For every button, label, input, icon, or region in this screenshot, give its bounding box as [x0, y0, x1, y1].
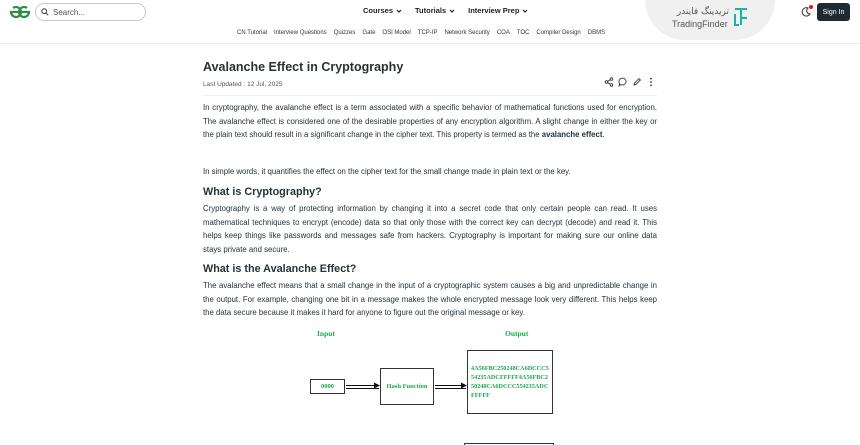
topic-link[interactable]: Interview Questions — [274, 30, 327, 36]
diagram-output-label: Output — [505, 329, 529, 338]
page-title: Avalanche Effect in Cryptography — [203, 60, 404, 74]
article-actions — [604, 77, 656, 87]
main-nav — [363, 6, 528, 15]
top-header — [0, 0, 860, 29]
chevron-down-icon — [522, 8, 528, 14]
topic-nav — [0, 24, 860, 44]
summary-paragraph: In simple words, it quantifies the effect on the cipher text for the small change made in plain text or the key. — [203, 167, 571, 176]
nav-interview-prep-label: Interview Prep — [468, 6, 520, 15]
title-divider — [203, 95, 657, 96]
chevron-down-icon — [449, 8, 455, 14]
topic-link[interactable]: TCP-IP — [417, 30, 438, 36]
topic-link[interactable]: OSI Model — [382, 30, 411, 36]
nav-tutorials[interactable] — [415, 6, 455, 15]
last-updated: Last Updated : 12 Jul, 2025 — [203, 81, 283, 88]
diagram-hash-box: Hash Function — [380, 368, 434, 405]
cryptography-paragraph: Cryptography is a way of protecting information by changing it into a secret code that only certain people can read. It uses mathematical techniques to encrypt (encode) data so that only those with the correct key can decrypt (decode) and read it. This helps keep things like passwords and messages safe from hackers. Cryptography is important for making sure our online data stays private and secure. — [203, 204, 657, 254]
notification-dot — [809, 5, 813, 9]
share-icon[interactable] — [604, 77, 614, 87]
topic-link[interactable]: CN Tutorial — [237, 30, 268, 36]
watermark-english-text: TradingFinder — [672, 19, 728, 29]
avalanche-paragraph: The avalanche effect means that a small change in the input of a cryptographic system causes a big and unpredictable change in the output. For example, changing one bit in a message makes the whole encrypted message look very different. This helps keep the data secure because it makes it hard for anyone to figure out the original message or key. — [203, 281, 657, 317]
heading-avalanche-effect: What is the Avalanche Effect? — [203, 263, 357, 275]
chevron-down-icon — [396, 8, 402, 14]
nav-courses-label: Courses — [363, 6, 394, 15]
nav-courses[interactable] — [363, 6, 402, 15]
topic-nav-list — [237, 30, 605, 36]
diagram-output-box: 4A56FBC250248CA6DCCC554235ADCFFFFF4A56FBC250248CA6DCCC554235ADCFFFFF — [467, 350, 553, 414]
hash-to-output-arrow — [435, 386, 466, 389]
topic-link[interactable]: Network Security — [444, 30, 490, 36]
topic-link[interactable]: Compiler Design — [536, 30, 581, 36]
intro-text: In cryptography, the avalanche effect is a term associated with a specific behavior of mathematical functions used for encryption. The avalanche effect is considered one of the desirable properties of any encryption algorithm. A slight change in either the key or the plain text should result in a significant change in the cipher text. This property is termed as the — [203, 103, 657, 139]
intro-end: . — [602, 130, 605, 139]
diagram-input-label: Input — [317, 329, 335, 338]
gfg-logo-icon[interactable] — [8, 4, 32, 20]
diagram-input-box: 0000 — [310, 379, 345, 394]
more-options-icon[interactable] — [646, 77, 656, 87]
heading-cryptography: What is Cryptography? — [203, 186, 322, 198]
edit-icon[interactable] — [632, 77, 642, 87]
search-input[interactable] — [53, 8, 133, 17]
topic-link[interactable]: TOC — [516, 30, 530, 36]
search-icon — [41, 8, 49, 16]
input-to-hash-arrow — [346, 386, 379, 389]
hash-function-diagram — [300, 326, 560, 445]
search-box[interactable] — [35, 3, 146, 21]
comment-icon[interactable] — [618, 77, 628, 87]
topic-link[interactable]: Gate — [362, 30, 376, 36]
topic-link[interactable]: DBMS — [587, 30, 606, 36]
nav-tutorials-label: Tutorials — [415, 6, 447, 15]
sign-in-button[interactable]: Sign In — [817, 3, 850, 21]
topic-link[interactable]: COA — [496, 30, 510, 36]
topic-link[interactable]: Quizzes — [333, 30, 356, 36]
nav-interview-prep[interactable] — [468, 6, 528, 15]
watermark-persian-text: تریدینگ فایندر — [676, 7, 729, 17]
intro-paragraph — [203, 101, 657, 142]
avalanche-effect-term: avalanche effect — [541, 130, 603, 139]
